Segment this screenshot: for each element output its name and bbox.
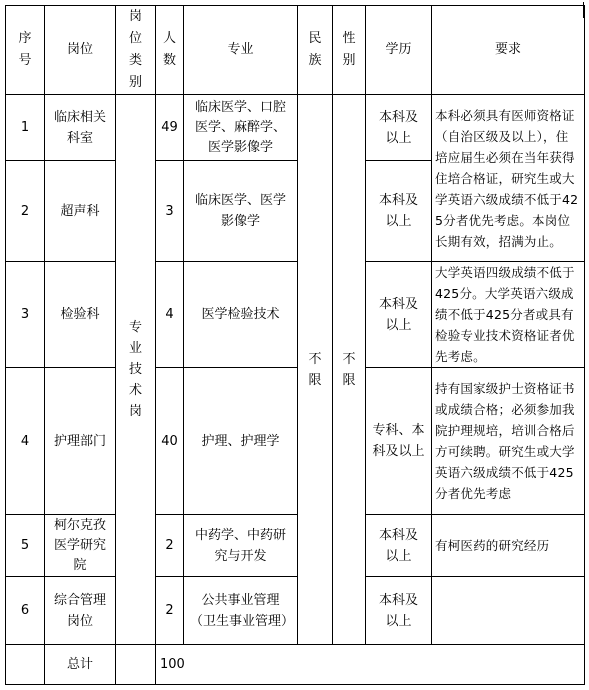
- total-row: [6, 645, 585, 685]
- major-cell: 临床医学、口腔医学、麻醉学、医学影像学: [184, 95, 298, 161]
- count-cell: 3: [156, 161, 184, 262]
- header-gender: 性别: [333, 6, 366, 95]
- table-row: [6, 262, 585, 368]
- post-cell: 综合管理岗位: [45, 577, 116, 645]
- header-category: 岗位类别: [116, 6, 156, 95]
- education-cell: 本科及以上: [366, 515, 432, 577]
- header-post: 岗位: [45, 6, 116, 95]
- category-cell: 专业技术岗: [116, 95, 156, 645]
- education-cell: 专科、本科及以上: [366, 368, 432, 515]
- header-row: [6, 6, 585, 95]
- major-cell: 护理、护理学: [184, 368, 298, 515]
- requirement-cell: 本科必须具有医师资格证（自治区级及以上），住培应届生必须在当年获得住培合格证，研究生或大学英语六级成绩不低于425分者优先考虑。本岗位长期有效，招满为止。: [432, 95, 585, 262]
- count-cell: 40: [156, 368, 184, 515]
- count-cell: 2: [156, 515, 184, 577]
- header-count: 人数: [156, 6, 184, 95]
- header-major: 专业: [184, 6, 298, 95]
- header-ethnicity: 民族: [298, 6, 333, 95]
- education-cell: 本科及以上: [366, 95, 432, 161]
- education-cell: 本科及以上: [366, 262, 432, 368]
- post-cell: 护理部门: [45, 368, 116, 515]
- header-requirement: 要求: [432, 6, 585, 95]
- education-cell: 本科及以上: [366, 577, 432, 645]
- count-cell: 4: [156, 262, 184, 368]
- seq-cell: 2: [6, 161, 45, 262]
- ethnicity-cell: 不限: [298, 95, 333, 645]
- requirement-cell: 持有国家级护士资格证书或成绩合格；必须参加我院护理规培，培训合格后方可续聘。研究生或大学英语六级成绩不低于425分者优先考虑: [432, 368, 585, 515]
- total-label: 总计: [45, 645, 116, 685]
- major-cell: 公共事业管理（卫生事业管理）: [184, 577, 298, 645]
- post-cell: 检验科: [45, 262, 116, 368]
- total-empty-cell: [6, 645, 45, 685]
- total-empty-cell: [116, 645, 156, 685]
- major-cell: 中药学、中药研究与开发: [184, 515, 298, 577]
- seq-cell: 4: [6, 368, 45, 515]
- seq-cell: 5: [6, 515, 45, 577]
- education-cell: 本科及以上: [366, 161, 432, 262]
- requirement-cell: 有柯医药的研究经历: [432, 515, 585, 577]
- seq-cell: 1: [6, 95, 45, 161]
- table-row: [6, 577, 585, 645]
- recruitment-table: [5, 5, 585, 685]
- post-cell: 临床相关科室: [45, 95, 116, 161]
- header-seq: 序号: [6, 6, 45, 95]
- header-education: 学历: [366, 6, 432, 95]
- requirement-cell: [432, 577, 585, 645]
- count-cell: 2: [156, 577, 184, 645]
- major-cell: 临床医学、医学影像学: [184, 161, 298, 262]
- table-row: [6, 95, 585, 161]
- post-cell: 柯尔克孜医学研究院: [45, 515, 116, 577]
- gender-cell: 不限: [333, 95, 366, 645]
- count-cell: 49: [156, 95, 184, 161]
- total-count: 100: [156, 645, 585, 685]
- requirement-cell: 大学英语四级成绩不低于425分。大学英语六级成绩不低于425分者或具有检验专业技术资格证者优先考虑。: [432, 262, 585, 368]
- table-row: [6, 368, 585, 515]
- major-cell: 医学检验技术: [184, 262, 298, 368]
- seq-cell: 6: [6, 577, 45, 645]
- table-row: [6, 515, 585, 577]
- seq-cell: 3: [6, 262, 45, 368]
- post-cell: 超声科: [45, 161, 116, 262]
